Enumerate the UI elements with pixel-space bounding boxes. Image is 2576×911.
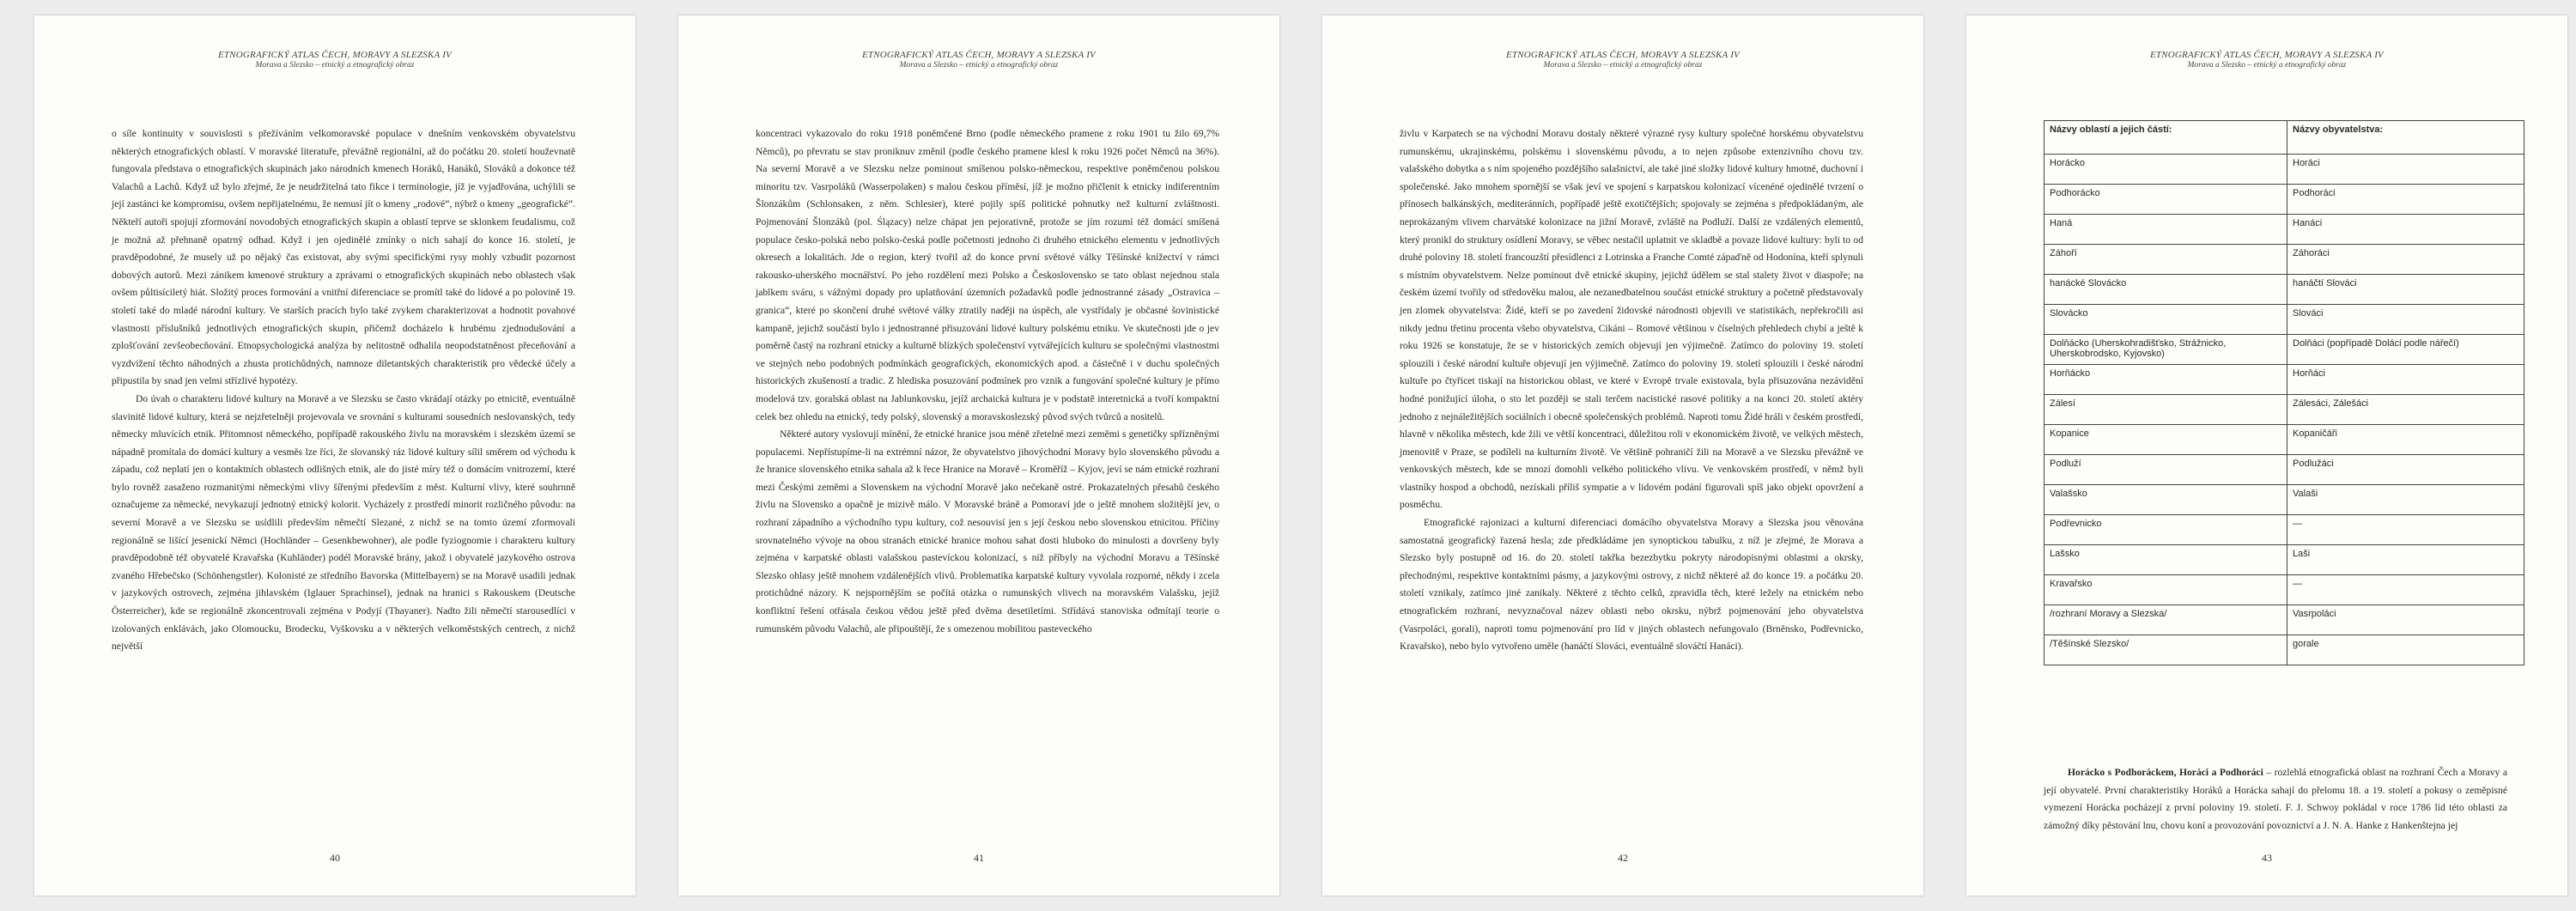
region-cell: Podřevnicko bbox=[2044, 515, 2287, 545]
running-header bbox=[34, 50, 635, 70]
page-number: 40 bbox=[330, 852, 340, 864]
inhabitants-cell: Dolňáci (popřípadě Doláci podle nářečí) bbox=[2287, 335, 2524, 365]
inhabitants-cell: Zálesáci, Zálešáci bbox=[2287, 395, 2524, 425]
page-number: 43 bbox=[2262, 852, 2272, 864]
page-42 bbox=[1322, 15, 1923, 896]
page-body bbox=[756, 125, 1219, 638]
inhabitants-cell: Podlužáci bbox=[2287, 455, 2524, 485]
running-header bbox=[1322, 50, 1923, 70]
entry-lead: Horácko s Podhoráckem, Horáci a Podhoráci bbox=[2068, 767, 2263, 778]
table-row bbox=[2044, 365, 2524, 395]
table-row bbox=[2044, 485, 2524, 515]
inhabitants-cell: Podhoráci bbox=[2287, 185, 2524, 215]
region-cell: Lašsko bbox=[2044, 545, 2287, 575]
table-row bbox=[2044, 155, 2524, 185]
table-row bbox=[2044, 545, 2524, 575]
paragraph: o síle kontinuity v souvislosti s přežíváním velkomoravské populace v dnešním venkovském obyvatelstvu některých etnografických oblastí. V moravské literatuře, převážně regionální, až do počátku 20. století houževnatě fungovala představa o etnografických skupinách jako národních kmenech Horáků, Hanáků, Slováků a dokonce též Valachů a Lachů. Když už bylo zřejmé, že je neudržitelná tato fikce i terminologie, jíž je vyjadřována, uchýlili se její zastánci ke kompromisu, ovšem nepřijatelnému, že nemusí jít o kmeny „rodové“, nýbrž o kmeny „geografické“. Někteří autoři spojují zformování novodobých etnografických skupin a oblastí teprve se sklonkem feudalismu, což je možná až přehnaně opatrný odhad. Když i jen ojedinělé zmínky o nich sahají do konce 16. století, je pravděpodobné, že musely už po nějaký čas existovat, aby svými specifickými rysy mohly vzbudit pozornost dobových autorů. Mezi zánikem kmenové struktury a zprávami o etnografických skupinách nebo oblastech však ovšem půltisíciletý hiát. Složitý proces formování a vnitřní diferenciace se promítl také do lidové a po polovině 19. století také do mladé národní kultury. Ve starších pracích bylo také zvykem charakterizovat a hodnotit povahové vlastnosti příslušníků jednotlivých etnografických skupin, přičemž docházelo k hrubému zjednodušování a zplošťování zevšeobecňování. Etnopsychologická analýza by nelitostně odhalila neopodstatněnost přeceňování a vyzdvižení těchto náhodných a zhusta protichůdných, namnoze diletantských charakteristik pro vědecké účely a připustila by snad jen velmi střízlivé hypotézy. bbox=[112, 128, 575, 387]
header-title: ETNOGRAFICKÝ ATLAS ČECH, MORAVY A SLEZSKA IV bbox=[218, 50, 452, 60]
region-cell: /rozhraní Moravy a Slezska/ bbox=[2044, 605, 2287, 635]
region-cell: Horňácko bbox=[2044, 365, 2287, 395]
regions-table bbox=[2044, 120, 2524, 665]
region-cell: Haná bbox=[2044, 215, 2287, 245]
table-row bbox=[2044, 185, 2524, 215]
table-row bbox=[2044, 515, 2524, 545]
paragraph: Některé autory vyslovují mínění, že etnické hranice jsou méně zřetelné mezi zeměmi s genetičky spřízněnými populacemi. Nepřístupíme-li na extrémní názor, že obyvatelstvo jihovýchodní Moravy bylo slovenského původu a že hranice slovenského etnika sahala až k řece Hranice na Moravě – Kroměříž – Kyjov, jeví se nám etnické rozhraní mezi Českými zeměmi a Slovenskem na východní Moravě jako nečekaně ostré. Prokazatelných přesahů českého živlu na Slovensko a opačně je mizivě málo. V Moravské bráně a Pomoraví jde o ještě mnohem složitější jev, o rozhraní západního a východního typu kultury, což nesouvisí jen s její českou nebo slovenskou etnicitou. Příčiny srovnatelného vývoje na obou stranách etnické hranice mohou sahat dosti hluboko do minulosti a dovršeny byly zejména v karpatské oblasti valašskou pastevíckou kolonizací, s níž příbyly na východní Moravu a Těšínské Slezsko ohlasy ještě mnohem vzdálenějších vlivů. Problematika karpatské kultury vyvolala rozporné, někdy i zcela protichůdné názory. K nejspornějším se počítá otázka o rumunských vlivech na moravském Valašsku, jejíž konfliktní řešení otřásala českou vědou ještě před dvěma desetiletími. Střídává stanoviska odmítají teorie o rumunském původu Valachů, ale připouštějí, že s omezenou mobilitou pasteveckého bbox=[756, 428, 1219, 635]
inhabitants-cell: — bbox=[2287, 575, 2524, 605]
inhabitants-cell: Slováci bbox=[2287, 305, 2524, 335]
table-row bbox=[2044, 275, 2524, 305]
page-body bbox=[1400, 125, 1863, 656]
header-title: ETNOGRAFICKÝ ATLAS ČECH, MORAVY A SLEZSKA IV bbox=[1506, 50, 1740, 60]
region-cell: /Těšínské Slezsko/ bbox=[2044, 635, 2287, 665]
table-row bbox=[2044, 215, 2524, 245]
running-header bbox=[1966, 50, 2567, 70]
inhabitants-cell: Záhoráci bbox=[2287, 245, 2524, 275]
region-cell: Kopanice bbox=[2044, 425, 2287, 455]
table-row bbox=[2044, 335, 2524, 365]
page-40 bbox=[34, 15, 635, 896]
region-cell: Valašsko bbox=[2044, 485, 2287, 515]
inhabitants-cell: hanáčtí Slováci bbox=[2287, 275, 2524, 305]
page-number: 41 bbox=[974, 852, 984, 864]
table-row bbox=[2044, 575, 2524, 605]
page-number: 42 bbox=[1618, 852, 1628, 864]
region-cell: Zálesí bbox=[2044, 395, 2287, 425]
inhabitants-cell: Valaši bbox=[2287, 485, 2524, 515]
page-43 bbox=[1966, 15, 2567, 896]
table-header-row bbox=[2044, 121, 2524, 155]
region-cell: hanácké Slovácko bbox=[2044, 275, 2287, 305]
table-row bbox=[2044, 455, 2524, 485]
inhabitants-cell: Vasrpoláci bbox=[2287, 605, 2524, 635]
region-cell: Horácko bbox=[2044, 155, 2287, 185]
header-subtitle: Morava a Slezsko – etnický a etnografický obraz bbox=[899, 61, 1059, 70]
entry-text bbox=[2044, 764, 2507, 835]
header-subtitle: Morava a Slezsko – etnický a etnografický obraz bbox=[1543, 61, 1703, 70]
page-41 bbox=[678, 15, 1279, 896]
inhabitants-cell: Kopaničáři bbox=[2287, 425, 2524, 455]
region-cell: Záhoří bbox=[2044, 245, 2287, 275]
inhabitants-cell: Laši bbox=[2287, 545, 2524, 575]
paragraph: živlu v Karpatech se na východní Moravu dostaly některé výrazné rysy kultury společné horskému obyvatelstvu rumunskému, ukrajinskému, polskému i slovenskému původu, a to nejen způsobe extenzivního chovu tzv. valašského dobytka a s ním spojeného pozdějšího salašnictví, ale také jiné složky lidové kultury hmotné, duchovní i společenské. Jako mnohem spornější se však jeví ve spojení s karpatskou kolonizací vícenéné ojedinělé tvrzení o přínosech balkánských, mediteránních, popřípadě ještě exotičtějších; spojovaly se zejména s předpokládaným, ale neprokázaným vlivem charvátské kolonizace na jižní Moravě, zvláště na Podluží. Další ze vzdálených elementů, který pronikl do struktury osídlení Moravy, se věbec nestačil uplatnit ve skladbě a povaze lidové kultury: byli to od druhé poloviny 18. století francouzští přesídlenci z Lotrinska a Franche Comté zápaďně od Hodonína, kteří splynuli s místním obyvatelstvem. Nelze pominout dvě etnické skupiny, jejichž údělem se stal stalety život v diaspoře; na českém území tvořily od středověku malou, ale nezanedbatelnou součást etnické struktury a početně představovaly jen zlomek obyvatelstva: Židé, kteří se po zavedení židovské národnosti objevili ve statistikách, nepřekročili asi nikdy jednu třetinu procenta všeho obyvatelstva, Cikáni – Romové většinou v číselných přehledech chybí a ještě k roku 1926 se konstatuje, že se v historických zemích objevují jen výjimečně. Zatímco do poloviny 19. století splouzili i české národní kultuře objevují jen výjimečně. Zatímco do poloviny 19. století splouzili i české národní kultuře po čtyřicet tiskají na historickou oblast, ve které v Evropě trvale existovala, byla přisuzována nezávidění hodné ponižující úloha, o sto let později se stali terčem nacistické rasové politiky a na konci 20. století aktéry jednoho z nejnáležitějších sociálních i obecně společenských problémů. Naproti tomu Židé hráli v českém prostředí, hlavně v několika městech, kde žili ve větší koncentraci, důležitou roli v ekonomickém životě, ve velkých městech, jmenovitě v Praze, se podíleli na kulturním životě. Ve většině pohraničí žili na Moravě a ve Slezsku převážně ve venkovských městech, kde se mnozí domohli velkého politického vlivu. Ve venkovském prostředí, v němž byli vlastníky hospod a obchodů, nezískali příliš sympatie a v lidovém podání figurovali spíš jako objekt opovržení a posměchu. bbox=[1400, 128, 1863, 511]
paragraph: koncentraci vykazovalo do roku 1918 poněmčené Brno (podle německého pramene z roku 1901 tu žilo 69,7% Němců), po převratu se stav proniknuv změnil (podle českého pramene klesl k roku 1926 počet Němců na 36%). Na severní Moravě a ve Slezsku nelze pominout smíšenou polsko-německou, respektive poněmčenou polskou minoritu tzv. Vasrpoláků (Wasserpolaken) s malou českou příměsí, jíž je možno přičlenit k etnicky indiferentním Šlonzákům (Schlonsaken, z něm. Schlesier), které pojily spíš politické pohnutky než kulturní zvláštnosti. Pojmenování Šlonzáků (pol. Ślązacy) nelze chápat jen pejorativně, protože se jím rozumí též domácí smíšená populace česko-polská nebo polsko-česká podle početnosti jednoho či druhého etnického elementu v jednotlivých okresech a lokalitách. Jde o region, který tvořil až do konce první světové války Těšínské knížectví v rámci rakousko-uherského mocnářství. Po jeho rozdělení mezi Polsko a Československo se tato oblast nejednou stala jablkem sváru, s vážnými dopady pro uplatňování územních požadavků podle jednostranné zásady „Ostravica – granica“, které po skončení druhé světové války ztratily naději na úspěch, ale vystřídaly je občasné šovinistické kampaně, jejichž součástí bylo i jednostranné přisuzování lidové kultury polskému etniku. Ve skutečnosti jde o jev poměrně častý na rozhraní etnicky a kulturně blízkých společenství vytvářejících kulturu se společnými vlastnostmi ve stejných nebo podobných podmínkách geografických, ekonomických apod. a částečně i v duchu společných historických zkušeností a tradic. Z hlediska posuzování podmínek pro vznik a fungování společné kultury je přímo modelová tzv. goralská oblast na Jablunkovsku, jejíž archaická kultura je v podstatě interetnická a tvoří kompaktní celek bez ohledu na etnický, tedy polský, slovenský a moravskoslezský původ svých tvůrců a nositelů. bbox=[756, 128, 1219, 422]
table-row bbox=[2044, 305, 2524, 335]
paragraph: Do úvah o charakteru lidové kultury na Moravě a ve Slezsku se často vkrádají otázky po etnicitě, eventuálně slavinitě lidové kultury, která se nejzřetelněji projevovala ve srovnání s kulturami sousedních neslovanských, tedy německy mluvících etnik. Přitomnost německého, popřípadě rakouského živlu na moravském i slezském území se nápadně promítala do domácí kultury a vesměs lze říci, že slovanský ráz lidové kultury sílil směrem od východu k západu, což neplatí jen o kontaktních oblastech odlišných etnik, ale do jisté míry též o domácím vnitrozemí, které bylo rovněž zasaženo rozmanitými německými vlivy šířenými především z měst. Kulturní vlivy, které souhrnně označujeme za německé, nevykazují jednotný etnický kolorit. Vycházely z prostředí minorit rozličného původu: na severní Moravě a ve Slezsku se usídlili především němečtí Slezané, z nichž se na tomto území zformovali regionálně se lišící jesenickí Němci (Hochländer – Gesenkbewohner), ale podle fyziognomie i charakteru kultury pravděpodobně též obyvatelé Kravařska (Kuhländer) podél Moravské brány, jakož i obyvatelé jazykového ostrova zvaného Hřebečsko (Schönhengstler). Kolonisté ze středního Bavorska (Mittelbayern) se na Moravě usadili jednak v jazykových ostrovech, zejména jihlavském (Iglauer Sprachinsel), jednak na hranici s Rakouskem (Deutsche Österreicher), kde se regionálně zkoncentrovali zejména v Podyjí (Thayaner). Nadto žili němečtí starousedlíci v izolovaných enklávách, jako Olomoucku, Brodecku, Vyškovsku a v některých velkoměstských centrech, z nichž největší bbox=[112, 392, 575, 653]
header-title: ETNOGRAFICKÝ ATLAS ČECH, MORAVY A SLEZSKA IV bbox=[2150, 50, 2384, 60]
entry-body: – rozlehlá etnografická oblast na rozhraní Čech a Moravy a její obyvatelé. První charakteristiky Horáků a Horácka sahají do přelomu 18. a 19. století a pokusy o zeměpisné vymezení Horácka pocházejí z první poloviny 19. století. F. J. Schwoy pokládal v roce 1786 líd této oblasti za zámožný díky pěstování lnu, chovu koní a provozování povoznictví a J. N. A. Hanke z Hankenštejna jej bbox=[2044, 767, 2507, 831]
inhabitants-cell: — bbox=[2287, 515, 2524, 545]
region-cell: Dolňácko (Uherskohradišťsko, Strážnicko, Uherskobrodsko, Kyjovsko) bbox=[2044, 335, 2287, 365]
running-header bbox=[678, 50, 1279, 70]
table-body bbox=[2044, 155, 2524, 665]
table-row bbox=[2044, 245, 2524, 275]
region-cell: Kravařsko bbox=[2044, 575, 2287, 605]
table-row bbox=[2044, 635, 2524, 665]
region-cell: Podluží bbox=[2044, 455, 2287, 485]
column-header-inhabitants: Názvy obyvatelstva: bbox=[2287, 121, 2524, 155]
header-subtitle: Morava a Slezsko – etnický a etnografický obraz bbox=[255, 61, 415, 70]
inhabitants-cell: Horáci bbox=[2287, 155, 2524, 185]
region-cell: Slovácko bbox=[2044, 305, 2287, 335]
inhabitants-cell: Horňáci bbox=[2287, 365, 2524, 395]
header-subtitle: Morava a Slezsko – etnický a etnografický obraz bbox=[2187, 61, 2347, 70]
inhabitants-cell: Hanáci bbox=[2287, 215, 2524, 245]
column-header-regions: Názvy oblastí a jejich částí: bbox=[2044, 121, 2287, 155]
header-title: ETNOGRAFICKÝ ATLAS ČECH, MORAVY A SLEZSKA IV bbox=[862, 50, 1096, 60]
inhabitants-cell: gorale bbox=[2287, 635, 2524, 665]
table-row bbox=[2044, 425, 2524, 455]
entry-paragraph bbox=[2044, 764, 2507, 835]
table-row bbox=[2044, 395, 2524, 425]
page-body bbox=[112, 125, 575, 656]
table-row bbox=[2044, 605, 2524, 635]
paragraph: Etnografické rajonizaci a kulturní diferenciaci domácího obyvatelstva Moravy a Slezska jsou věnována samostatná geografický řazená hesla; zde předkládáme jen synoptickou tabulku, z níž je zřejmé, že Morava a Slezsko byly postupně od 16. do 20. století takřka bezezbytku pokryty národopisnými oblastmi a okrsky, přechodnými, respektive kontaktními pásmy, a jazykovými ostrovy, z nichž některé až do konce 19. a počátku 20. století vznikaly, zatímco jiné zanikaly. Některé z těchto celků, zpravidla těch, které ležely na etnickém nebo etnografickém rozhraní, nevyznačoval název oblasti nebo okrsku, nýbrž pojmenování jeho obyvatelstva (Vasrpoláci, gorali), naproti tomu pojmenování pro líd v jiných oblastech nefungovalo (Brněnsko, Podřevnicko, Kravařsko), nebo bylo vytvořeno uměle (hanáčtí Slováci, eventuálně slováčtí Hanáci). bbox=[1400, 517, 1863, 653]
region-cell: Podhorácko bbox=[2044, 185, 2287, 215]
